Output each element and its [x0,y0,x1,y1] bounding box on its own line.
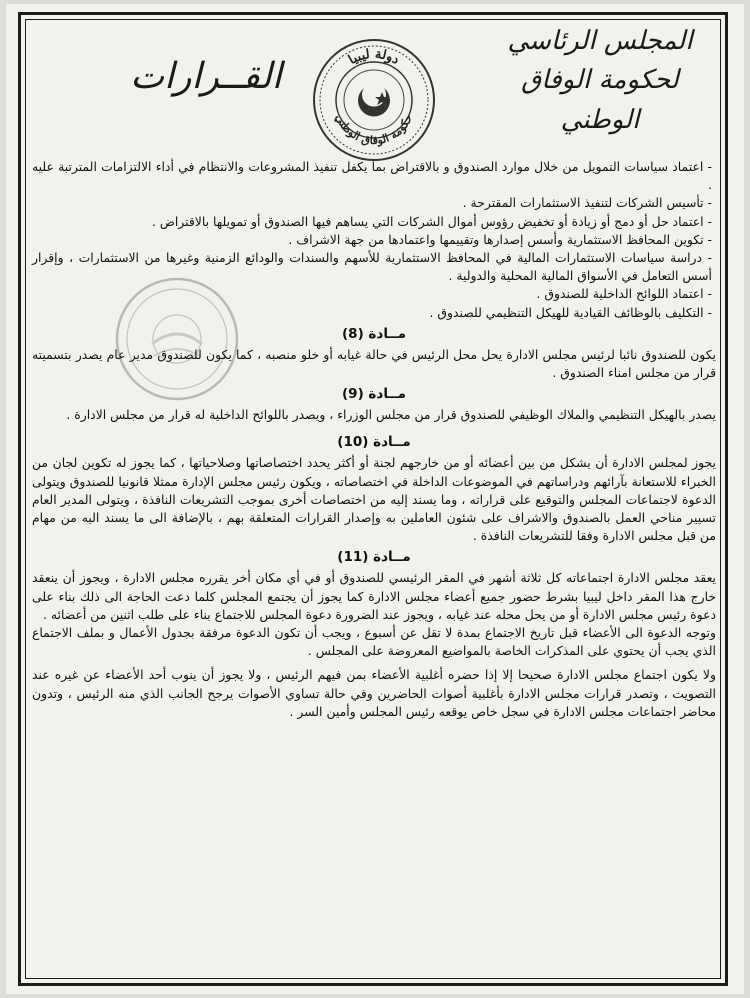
document-page [6,4,744,994]
seal-text-bottom: حكومة الوفاق الوطني [332,112,416,148]
issuer-header [480,22,720,140]
article-heading: مــادة (9) [341,386,406,403]
clause-item: - دراسة سياسات الاستثمارات المالية في المحافظ الاستثمارية للأسهم والسندات والودائع الزمنية وغيرها من الاستثمارات ، وإقرار أسس التعامل في الأسواق المالية المحلية والدولية . [32,250,712,284]
article-paragraph: يجوز لمجلس الادارة أن يشكل من بين أعضائه أو من خارجهم لجنة أو أكثر يحدد اختصاصاتها وصلاحياتها ، كما يجوز له تكوين لجان من الخبراء للاستعانة بآرائهم ودراساتهم في الموضوعات الداخلة في اختصاصاته ، ويكون رئيس مجلس الإدارة ممثلا قانونيا للصندوق ويتولى الدعوة لاجتماعات المجلس والتوقيع على قراراته ، وما يسند إليه من اختصاصات أخرى بموجب التشريعات النافذة ، ويتولى المدير العام تسيير مناحي العمل بالصندوق والاشراف على شئون العاملين به وإصدار القرارات المتعلقة بهم ، بالإضافة الى ما يسند اليه من مهام من قبل مجلس الادارة وفقا للتشريعات النافذة . [32,455,716,544]
clause-list [32,158,716,322]
clause-item: - تكوين المحافظ الاستثمارية وأسس إصدارها وتقييمها واعتمادها من جهة الاشراف . [288,231,712,247]
issuer-line-2: لحكومة الوفاق الوطني [521,65,679,135]
article-heading: مــادة (10) [337,434,411,451]
article-paragraph: ولا يكون اجتماع مجلس الادارة صحيحا إلا إذا حضره أغلبية الأعضاء بمن فيهم الرئيس ، ولا يجوز أن ينوب أحد الأعضاء عن غيره عند التصويت ، وتصدر قرارات مجلس الادارة بأغلبية أصوات الحاضرين وفي حالة تساوي الأصوات يرجح الجانب الذي منه الرئيس ، وتدون محاضر اجتماعات مجلس الادارة في سجل خاص يوقعه رئيس المجلس وأمين السر . [32,667,716,719]
clause-item: - اعتماد سياسات التمويل من خلال موارد الصندوق و بالاقتراض بما يكفل تنفيذ المشروعات والانتظام في أداء الالتزامات المترتبة عليه . [32,159,712,193]
article-paragraph: يصدر بالهيكل التنظيمي والملاك الوظيفي للصندوق قرار من مجلس الوزراء ، ويصدر باللوائح الداخلية له قرار من مجلس الادارة . [66,407,716,423]
decision-body [32,158,716,721]
article-heading: مــادة (8) [341,325,406,342]
state-seal-icon [312,38,436,162]
article-paragraph: وتوجه الدعوة الى الأعضاء قبل تاريخ الاجتماع بمدة لا تقل عن أسبوع ، ويجب أن تكون الدعوة مرفقة بجدول الأعمال و بملف الاجتماع الذي يجب أن يحتوي على المذكرات الخاصة بالمواضيع المعروضة على المجلس . [32,625,716,659]
clause-item: - تأسيس الشركات لتنفيذ الاستثمارات المقترحة . [462,195,712,211]
decisions-title: القــرارات [130,56,282,97]
issuer-line-1: المجلس الرئاسي [507,26,693,56]
clause-item: - التكليف بالوظائف القيادية للهيكل التنظيمي للصندوق . [429,304,712,320]
article-heading: مــادة (11) [337,549,411,566]
article-paragraph: يكون للصندوق نائبا لرئيس مجلس الادارة يحل محل الرئيس في حالة غيابه أو خلو منصبه ، كما يكون للصندوق مدير عام يصدر بتسميته قرار من مجلس امناء الصندوق . [32,346,716,381]
article-paragraph: يعقد مجلس الادارة اجتماعاته كل ثلاثة أشهر في المقر الرئيسي للصندوق أو في أي مكان أخر يقرره مجلس الادارة ، ويجوز أن ينعقد خارج هذا المقر داخل ليبيا بشرط حضور جميع أعضاء مجلس الادارة كما يجوز أن يجتمع المجلس كلما دعت الحاجة الى ذلك بناء على دعوة رئيس مجلس الادارة أو من يحل محله عند غيابه ، ويجوز عند الضرورة دعوة المجلس للاجتماع بناء على طلب اثنين من أعضائه . [32,570,716,622]
clause-item: - اعتماد حل أو دمج أو زيادة أو تخفيض رؤوس أموال الشركات التي يساهم فيها الصندوق أو تمويلها بالاقتراض . [151,213,712,229]
clause-item: - اعتماد اللوائح الداخلية للصندوق . [536,286,712,302]
seal-text-top: دولة ليبيا [346,46,402,68]
